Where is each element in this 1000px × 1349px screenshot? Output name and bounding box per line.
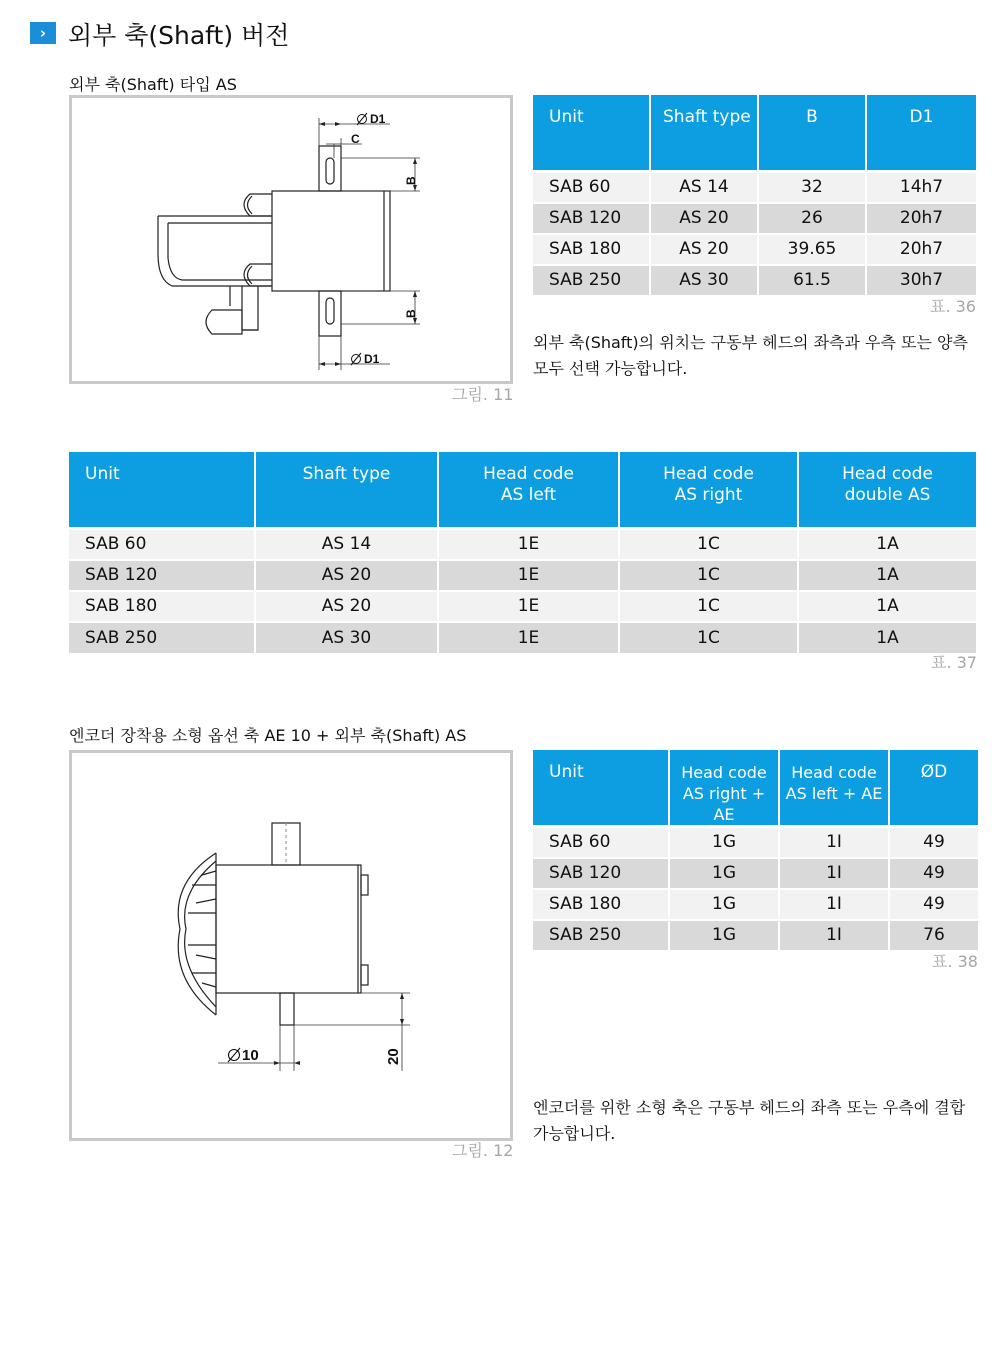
table-cell: 1I [780,859,888,888]
table-cell: 1E [439,530,618,559]
table-cell: 49 [890,859,978,888]
table-cell: 1I [780,890,888,919]
table-cell: AS 30 [651,266,757,295]
table-header-cell: Head code AS left + AE [780,750,888,825]
table-cell: 1A [799,592,976,621]
b-bottom-label: B [404,309,418,318]
table-cell: 32 [759,173,865,202]
table-cell: 20h7 [867,204,976,233]
section1-subtitle: 외부 축(Shaft) 타입 AS [69,75,237,94]
table-37-caption: 표. 37 [931,653,977,672]
table-cell: 1I [780,828,888,857]
figure-12-drawing [69,750,513,1141]
table-cell: 1A [799,561,976,590]
table-36 [533,95,976,295]
d1-top-label: D1 [370,112,386,126]
c-label: C [351,132,360,146]
table-header-cell: Unit [533,95,649,170]
table-cell: 30h7 [867,266,976,295]
table-cell: 1C [620,561,797,590]
table-cell: SAB 120 [533,204,649,233]
b-top-label: B [404,176,418,185]
table-cell: SAB 250 [69,623,254,653]
table-cell: 1G [670,890,778,919]
encoder-shaft-drawing [72,753,510,1138]
table-cell: 1G [670,921,778,950]
table-cell: 1A [799,623,976,653]
table-cell: 1G [670,828,778,857]
table-cell: 1E [439,623,618,653]
chevron-right-icon: › [30,22,56,44]
table-cell: SAB 180 [533,235,649,264]
page-title: 외부 축(Shaft) 버전 [68,21,290,50]
table-cell: SAB 60 [533,173,649,202]
table-cell: 49 [890,890,978,919]
table-cell: SAB 120 [533,859,668,888]
table-37 [69,452,976,653]
table-cell: AS 20 [651,204,757,233]
table-cell: AS 30 [256,623,437,653]
table-header-cell: ØD [890,750,978,825]
figure-12-caption: 그림. 12 [452,1141,514,1160]
table-cell: 1E [439,592,618,621]
section3-note: 엔코더를 위한 소형 축은 구동부 헤드의 좌측 또는 우측에 결합 가능합니다. [533,1098,966,1143]
table-cell: 76 [890,921,978,950]
table-cell: 26 [759,204,865,233]
table-header-cell: D1 [867,95,976,170]
table-header-cell: Head code AS right + AE [670,750,778,825]
table-cell: SAB 60 [533,828,668,857]
table-cell: 39.65 [759,235,865,264]
table-cell: 1G [670,859,778,888]
table-cell: SAB 250 [533,921,668,950]
table-header-cell: Head code double AS [799,452,976,527]
table-header-cell: Shaft type [256,452,437,527]
table-header-cell: B [759,95,865,170]
table-cell: SAB 250 [533,266,649,295]
figure-11-drawing [69,95,513,384]
table-header-cell: Head code AS right [620,452,797,527]
table-cell: 49 [890,828,978,857]
table-cell: AS 14 [651,173,757,202]
table-cell: AS 14 [256,530,437,559]
table-cell: SAB 120 [69,561,254,590]
table-header-cell: Shaft type [651,95,757,170]
table-cell: 1C [620,530,797,559]
table-cell: 1E [439,561,618,590]
table-38-caption: 표. 38 [932,952,978,971]
table-cell: 14h7 [867,173,976,202]
table-cell: 1C [620,623,797,653]
table-cell: AS 20 [256,561,437,590]
figure-11-caption: 그림. 11 [452,385,514,404]
table-cell: 1I [780,921,888,950]
section1-note: 외부 축(Shaft)의 위치는 구동부 헤드의 좌측과 우측 또는 양측 모두 선택 가능합니다. [533,333,968,378]
table-38 [533,750,978,950]
table-cell: SAB 180 [69,592,254,621]
table-header-cell: Unit [69,452,254,527]
table-header-cell: Head code AS left [439,452,618,527]
shaft-as-drawing [72,98,510,381]
table-cell: 1A [799,530,976,559]
table-cell: 61.5 [759,266,865,295]
table-cell: 1C [620,592,797,621]
table-cell: 20h7 [867,235,976,264]
length-20-label: 20 [385,1048,402,1065]
table-cell: AS 20 [651,235,757,264]
table-header-cell: Unit [533,750,668,825]
table-cell: AS 20 [256,592,437,621]
table-cell: SAB 180 [533,890,668,919]
table-cell: SAB 60 [69,530,254,559]
d1-bottom-label: D1 [364,352,380,366]
section3-subtitle: 엔코더 장착용 소형 옵션 축 AE 10 + 외부 축(Shaft) AS [69,726,467,745]
table-36-caption: 표. 36 [930,297,976,316]
d10-label: 10 [242,1047,259,1064]
